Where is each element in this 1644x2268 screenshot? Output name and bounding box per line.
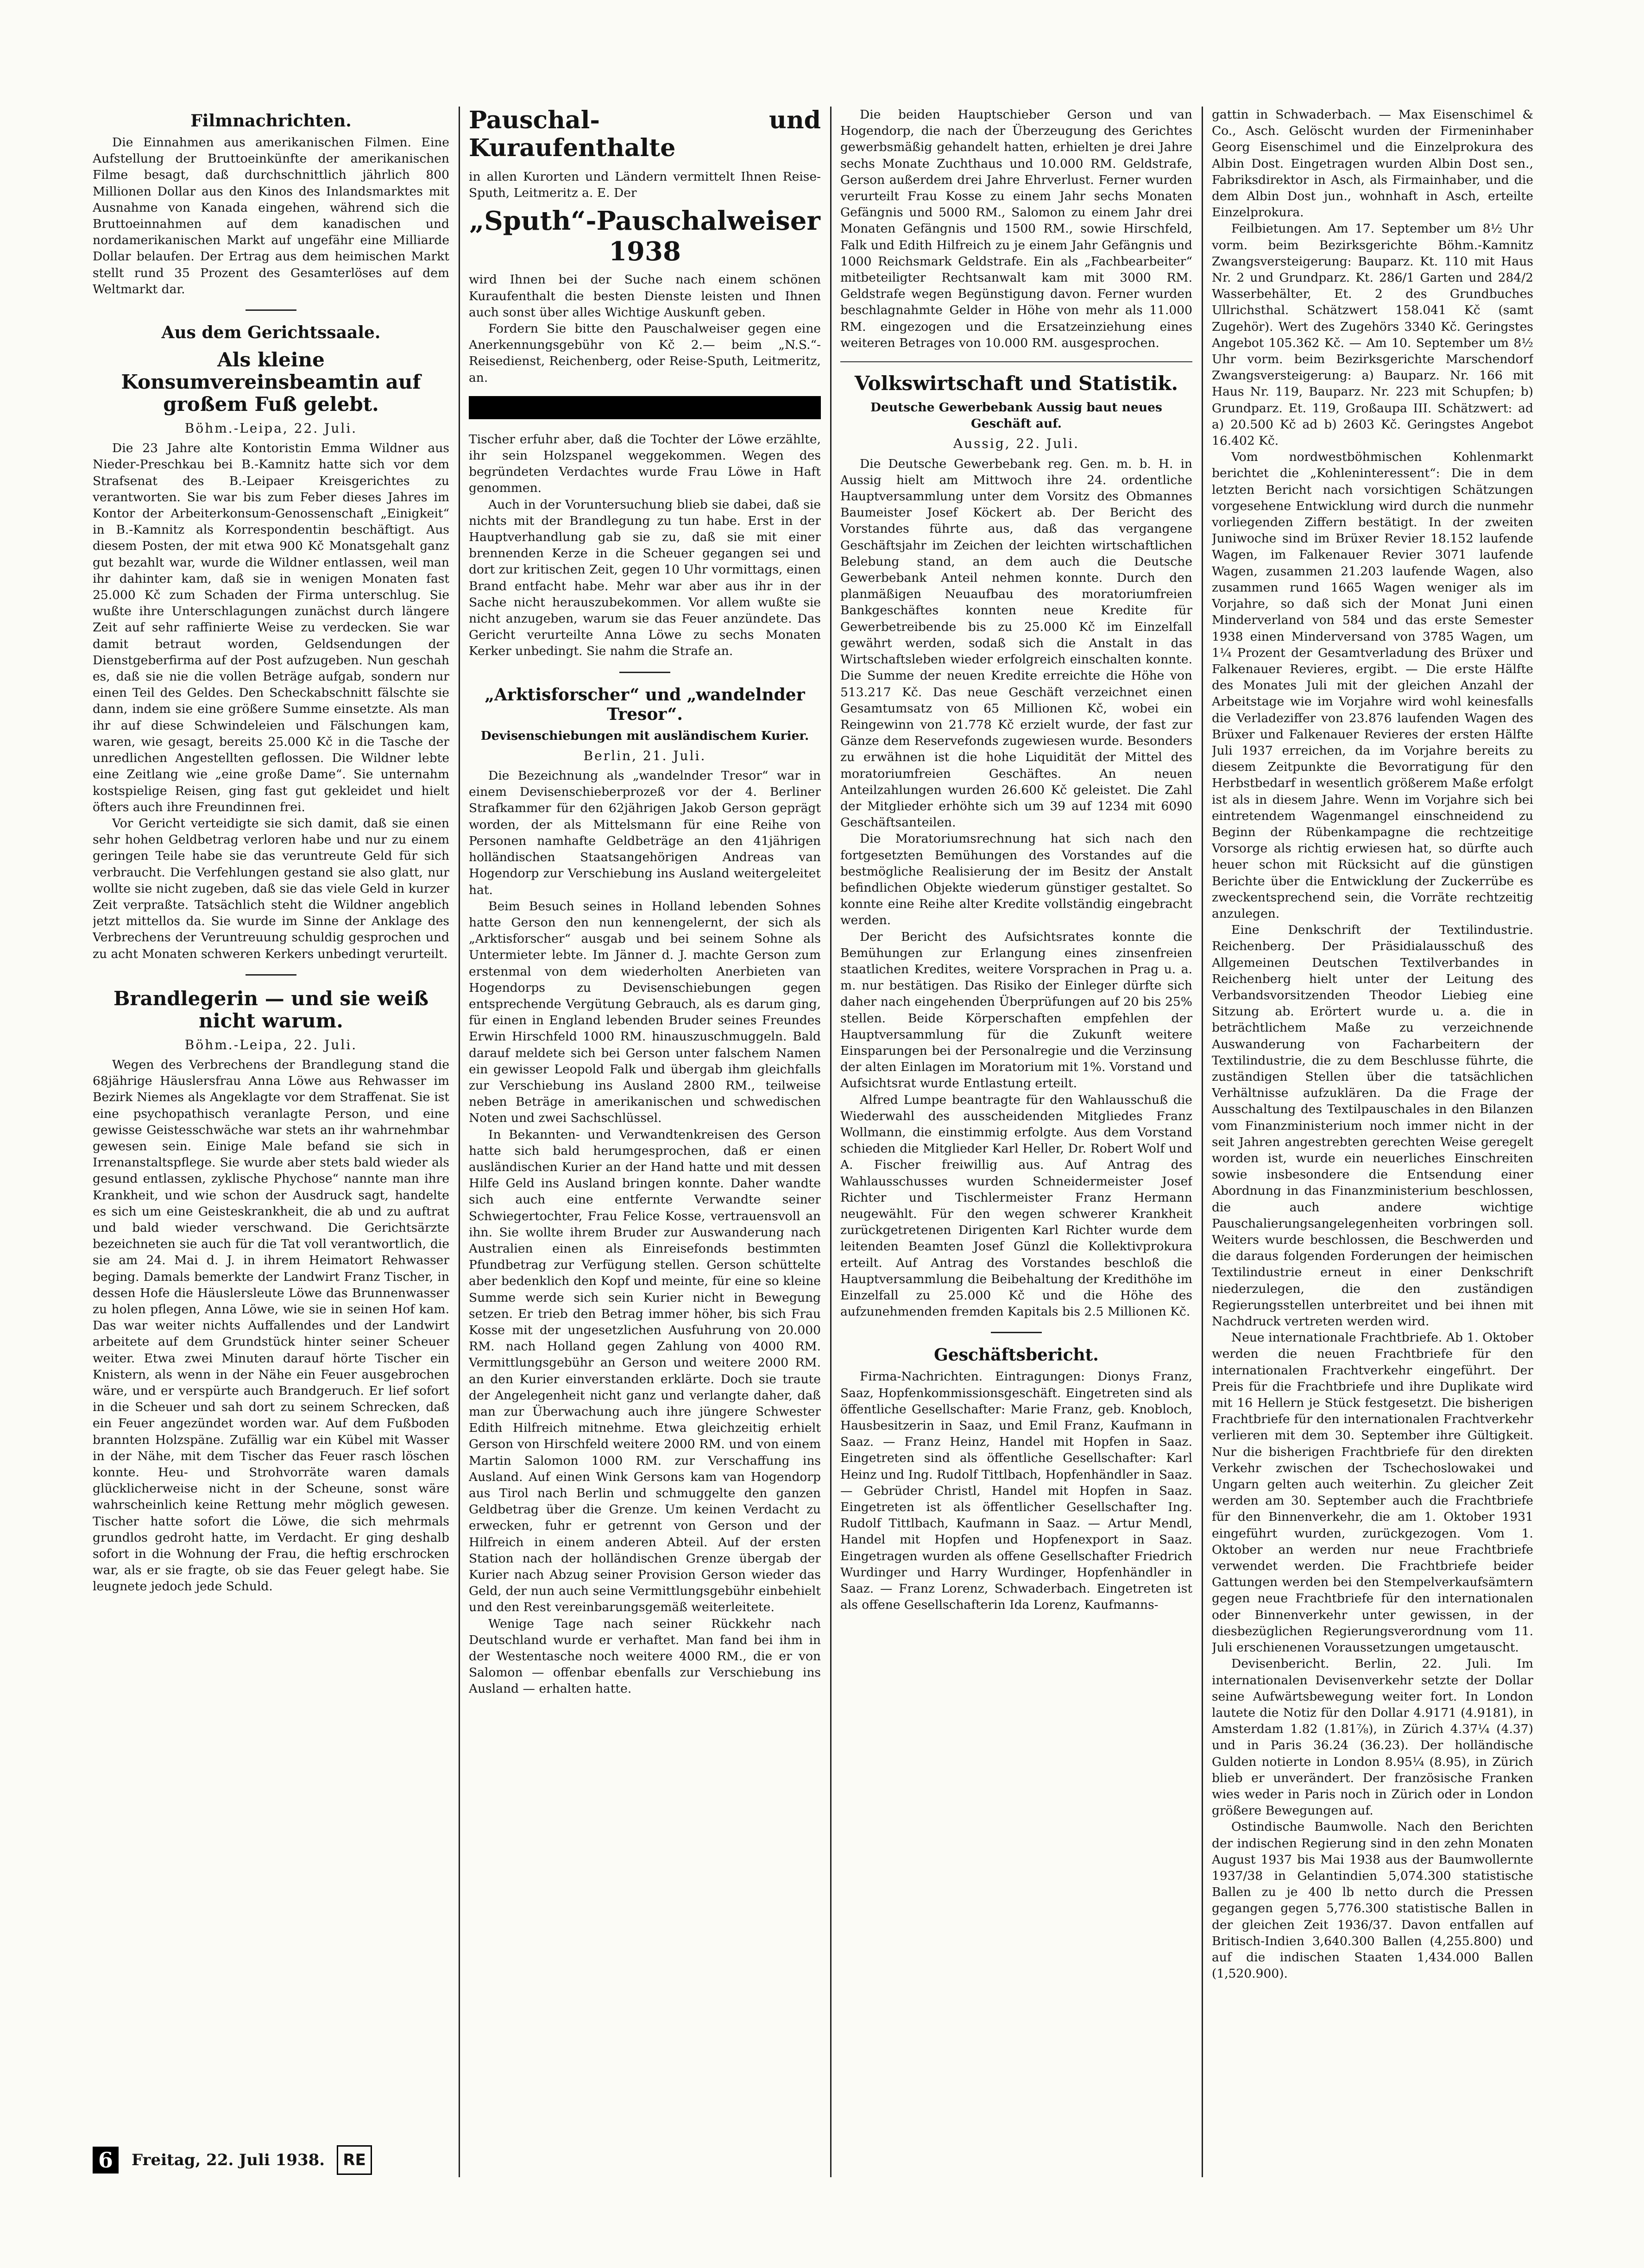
column-rule — [830, 107, 831, 2177]
divider — [991, 1332, 1042, 1333]
paragraph: In Bekannten- und Verwandtenkreisen des Gerson hatte sich bald herumgesprochen, daß er einen ausländischen Kurier an der Hand hatte und mit dessen Hilfe Geld ins Ausland bringen konnte. Daher wandte sich auch eine entfernte Verwandte seiner Schwiegertochter, Frau Felice Kosse, vertrauensvoll an ihn. Sie wollte ihrem Bruder zur Auswanderung nach Australien einen als Einreisefonds bestimmten Pfundbetrag zur Verfügung stellen. Gerson schüttelte aber bedenklich den Kopf und meinte, für eine so kleine Summe werde sich sein Kurier nicht in Bewegung setzen. Er trieb den Betrag immer höher, bis sich Frau Kosse mit der ungesetzlichen Ausfuhrung von 20.000 RM. nach Holland gegen Zahlung von 4000 RM. Vermittlungsgebühr an Gerson und weitere 2000 RM. an den Kurier einverstanden erklärte. Doch sie traute der Angelegenheit nicht ganz und verlangte daher, daß man zur Überwachung auch ihre jüngere Schwester Edith Hilfreich mitnehme. Etwa gleichzeitig erhielt Gerson von Hirschfeld weitere 2000 RM. und von einem Martin Salomon 1000 RM. zur Verschaffung ins Ausland. Auf einen Wink Gersons kam van Hogendorp aus Tirol nach Berlin und schmuggelte den ganzen Geldbetrag über die Grenze. Um keinen Verdacht zu erwecken, fuhr er getrennt von Gerson und der Hilfreich in einem anderen Abteil. Auf der ersten Station nach der holländischen Grenze übergab der Kurier nach Abzug seiner Provision Gerson wieder das Geld, der nun auch seine Vermittlungsgebühr einbehielt und den Rest vereinbarungsgemäß weiterleitete. — [469, 1127, 821, 1615]
paragraph: Devisenbericht. Berlin, 22. Juli. Im internationalen Devisenverkehr setzte der Dollar seine Aufwärtsbewegung weiter fort. In London lautete die Notiz für den Dollar 4.9171 (4.9181), in Amsterdam 1.82 (1.81⅞), in Zürich 4.37¼ (4.37) und in Paris 36.24 (36.23). Der holländische Gulden notierte in London 8.95¼ (8.95), in Zürich blieb er unverändert. Der französische Franken wies weder in Paris noch in Zürich oder in London größere Bewegungen auf. — [1212, 1657, 1533, 1818]
section-title-court: Aus dem Gerichtssaale. — [161, 323, 381, 343]
dateline: Aussig, 22. Juli. — [953, 436, 1080, 452]
paragraph: Ostindische Baumwolle. Nach den Berichten der indischen Regierung sind in den zehn Monaten August 1937 bis Mai 1938 aus der Baumwollernte 1937/38 in Gelantindien 5,074.300 statistische Ballen zu je 400 lb netto durch die Pressen gegangen gegen 5,776.300 statistische Ballen in der gleichen Zeit 1936/37. Davon entfallen auf Britisch-Indien 3,640.300 Ballen (4,255.800) und auf die indischen Staaten 1,434.000 Ballen (1,520.900). — [1212, 1820, 1533, 1981]
paragraph: Wegen des Verbrechens der Brandlegung stand die 68jährige Häuslersfrau Anna Löwe aus Rehwasser im Bezirk Niemes als Angeklagte vor dem Straffenat. Sie ist eine psychopathisch veranlagte Person, und eine gewisse Geistesschwäche war stets an ihr wahrnehmbar gewesen sein. Einige Male befand sie sich in Irrenanstaltspflege. Sie wurde aber stets bald wieder als gesund entlassen, zyklische Phychose“ nannte man ihre Krankheit, und wie schon der Ausdruck sagt, handelte es sich um eine Geisteskrankheit, die ab und zu auftrat und bald wieder verschwand. Die Gerichtsärzte bezeichneten sie auch für die Tat voll verantwortlich, die sie am 24. Mai d. J. in ihrem Heimatort Rehwasser beging. Damals bemerkte der Landwirt Franz Tischer, in dessen Hofe die Häuslersleute Löwe das Brunnenwasser zu holen pflegen, Anna Löwe, wie sie in seinen Hof kam. Das war weiter nichts Auffallendes und der Landwirt arbeitete auf dem Grundstück hinter seiner Scheuer weiter. Etwa zwei Minuten darauf hörte Tischer ein Knistern, als wenn in der Nähe ein Feuer ausgebrochen wäre, und er verspürte auch Brandgeruch. Er lief sofort in die Scheuer und sah dort zu seinem Schrecken, daß ein Feuer angezündet worden war. Auf dem Fußboden brannten Holzspäne. Zufällig war ein Kübel mit Wasser in der Nähe, mit dem Tischer das Feuer rasch löschen konnte. Heu- und Strohvorräte waren damals glücklicherweise nicht in der Scheune, sonst wäre wahrscheinlich keine Rettung mehr möglich gewesen. Tischer hatte sofort die Löwe, die sich mehrmals grundlos gedroht hatte, im Verdacht. Er ging deshalb sofort in die Wohnung der Frau, die heftig erschrocken war, als er sie fragte, ob sie das Feuer gelegt habe. Sie leugnete jedoch jede Schuld. — [93, 1057, 449, 1594]
headline-consumer-clerk: Als kleine Konsumvereinsbeamtin auf großem Fuß gelebt. — [121, 348, 421, 416]
paragraph: Die beiden Hauptschieber Gerson und van Hogendorp, die nach der Überzeugung des Gerichtes gewerbsmäßig gehandelt hatten, erhielten je drei Jahre sechs Monate Zuchthaus und 10.000 RM. Geldstrafe, Gerson außerdem drei Jahre Ehrverlust. Ferner wurden verurteilt Frau Kosse zu einem Jahr sechs Monaten Gefängnis und 5000 RM., Salomon zu einem Jahr drei Monaten Gefängnis und 1500 RM., sowie Hirschfeld, Falk und Edith Hilfreich zu je einem Jahr Gefängnis und 1000 Reichsmark Geldstrafe. Ein als „Fachbearbeiter“ mitbeteiligter Rechtsanwalt kam mit 3000 RM. Geldstrafe wegen Begünstigung davon. Ferner wurden beschlagnahmte Gelder in Höhe von mehr als 11.000 RM. eingezogen und die Ersatzeinziehung eines weiteren Betrages von 10.000 RM. ausgesprochen. — [840, 107, 1192, 350]
column-1 — [93, 107, 449, 2089]
column-rule — [459, 107, 460, 2177]
divider — [246, 309, 296, 311]
paragraph: Die 23 Jahre alte Kontoristin Emma Wildner aus Nieder-Preschkau bei B.-Kamnitz hatte sich vor dem Strafsenat des B.-Leipaer Kreisgerichtes zu verantworten. Sie war bis zum Feber dieses Jahres im Kontor der Arbeiterkonsum-Genossenschaft „Einigkeit“ in B.-Kamnitz als Korrespondentin beschäftigt. Aus diesem Posten, der mit etwa 900 Kč Monatsgehalt ganz gut bezahlt war, wurde die Wildner entlassen, weil man ihr dahinter kam, daß sie in wenigen Monaten fast 25.000 Kč zum Schaden der Firma unterschlug. Sie wußte ihre Unterschlagungen zunächst durch längere Zeit auf sehr raffinierte Weise zu verdecken. Sie war damit betraut worden, Geldsendungen der Dienstgeberfirma auf der Post aufzugeben. Nun geschah es, daß sie nie die vollen Beträge aufgab, sondern nur einen Teil des Geldes. Den Scheckabschnitt fälschte sie dann, indem sie eine größere Summe einsetzte. Als man ihr auf diese Schwindeleien und Fälschungen kam, waren, wie gesagt, bereits 25.000 Kč in die Tasche der unredlichen Angestellten geflossen. Die Wildner lebte eine Zeitlang wie „eine große Dame“. Sie unternahm kostspielige Reisen, ging fast gut gekleidet und hielt öfters auch ihre Freundinnen frei. — [93, 441, 449, 814]
ad-black-bar — [469, 396, 821, 419]
ad-text: in allen Kurorten und Ländern vermittelt Ihnen Reise-Sputh, Leitmeritz a. E. Der — [469, 170, 821, 201]
paragraph: Die Moratoriumsrechnung hat sich nach den fortgesetzten Bemühungen des Vorstandes auf die bestmögliche Realisierung der im Besitz der Anstalt befindlichen Objekte wiederum günstiger gestaltet. So konnte eine Reihe alter Kredite vollständig eingebracht werden. — [840, 832, 1192, 928]
subheadline: Deutsche Gewerbebank Aussig baut neues Geschäft auf. — [870, 400, 1162, 431]
dateline: Böhm.-Leipa, 22. Juli. — [184, 421, 358, 436]
column-2 — [469, 107, 821, 2089]
publisher-logo: RE — [337, 2145, 372, 2175]
ad-text: wird Ihnen bei der Suche nach einem schönen Kuraufenthalt die besten Dienste leisten und Ihnen auch sonst über alles Wichtige Auskunft geben. — [469, 272, 821, 320]
paragraph: Neue internationale Frachtbriefe. Ab 1. Oktober werden die neuen Frachtbriefe für den internationalen Frachtverkehr eingeführt. Der Preis für die Frachtbriefe und ihre Duplikate wird mit 16 Hellern je Stück festgesetzt. Die bisherigen Frachtbriefe für den internationalen Frachtverkehr verlieren mit dem 30. September ihre Gültigkeit. Nur die bisherigen Frachtbriefe für den direkten Verkehr zwischen der Tschechoslowakei und Ungarn gelten auch weiterhin. Zu gleicher Zeit werden am 30. September auch die Frachtbriefe für den Binnenverkehr, die am 1. Oktober 1931 eingeführt wurden, zurückgezogen. Vom 1. Oktober an werden nur neue Frachtbriefe verwendet werden. Die Frachtbriefe beider Gattungen werden bei den Stempelverkaufsämtern gegen neue Frachtbriefe für den internationalen oder Binnenverkehr unter gewissen, in der diesbezüglichen Regierungsverordnung vom 11. Juli erschienenen Voraussetzungen umgetauscht. — [1212, 1330, 1533, 1655]
ad-title: Pauschal- und Kuraufenthalte — [469, 107, 821, 162]
section-title-economy: Volkswirtschaft und Statistik. — [854, 372, 1178, 395]
subheadline: Devisenschiebungen mit ausländischem Kurier. — [480, 728, 809, 743]
ad-text: Fordern Sie bitte den Pauschalweiser gegen eine Anerkennungsgebühr von Kč 2.— beim „N.S.“-Reisedienst, Reichenberg, oder Reise-Sputh, Leitmeritz, an. — [469, 321, 821, 385]
paragraph: Feilbietungen. Am 17. September um 8½ Uhr vorm. beim Bezirksgerichte Böhm.-Kamnitz Zwangsversteigerung: Bauparz. Kt. 110 mit Haus Nr. 2 und Grundparz. Kt. 286/1 Garten und 284/2 Wasserbehälter, Et. 2 des Grundbuches Ullrichsthal. Schätzwert 158.041 Kč (samt Zugehör). Wert des Zugehörs 3340 Kč. Geringstes Angebot 105.362 Kč. — Am 10. September um 8½ Uhr vorm. beim Bezirksgerichte Marschendorf Zwangsversteigerung: a) Bauparz. Nr. 166 mit Haus Nr. 119, Bauparz. Nr. 223 mit Schupfen; b) Grundparz. Et. 119, Großaupa III. Schätzwert: ad a) 20.500 Kč ad b) 2603 Kč. Geringstes Angebot 16.402 Kč. — [1212, 221, 1533, 448]
paragraph: gattin in Schwaderbach. — Max Eisenschimel & Co., Asch. Gelöscht wurden der Firmeninhaber Georg Eisenschimel und die Einzelprokura des Albin Dost. Eingetragen wurden Albin Dost sen., Fabriksdirektor in Asch, als Firmainhaber, und die dem Albin Dost jun., wohnhaft in Asch, erteilte Einzelprokura. — [1212, 107, 1533, 220]
headline-arsonist: Brandlegerin — und sie weiß nicht warum. — [113, 987, 429, 1032]
paragraph: Eine Denkschrift der Textilindustrie. Reichenberg. Der Präsidialausschuß des Allgemeinen Deutschen Textilverbandes in Reichenberg hielt unter der Leitung des Verbandsvorsitzenden Theodor Liebieg eine Sitzung ab. Erörtert wurde u. a. die in beträchtlichem Maße zu verzeichnende Auswanderung von Facharbeitern der Textilindustrie, die zu dem Beschlusse führte, die zuständigen Stellen über die tatsächlichen Verhältnisse aufzuklären. Da die Frage der Ausschaltung des Textilpauschales in den Bilanzen vom Finanzministerium noch immer nicht in der seit Jahren angestrebten gerechten Weise geregelt worden ist, wurde ein neuerliches Einschreiten sowie insbesondere die Entsendung einer Abordnung in das Finanzministerium beschlossen, die auch andere wichtige Pauschalierungsangelegenheiten vorbringen soll. Weiters wurde beschlossen, die Beschwerden und die daraus folgenden Forderungen der heimischen Textilindustrie erneut in einer Denkschrift niederzulegen, die den zuständigen Regierungsstellen unterbreitet und bei ihnen mit Nachdruck vertreten werden wird. — [1212, 923, 1533, 1329]
paragraph: Beim Besuch seines in Holland lebenden Sohnes hatte Gerson den nun kennengelernt, der sich als „Arktisforscher“ ausgab und bei seinem Sohne als Untermieter lebte. Im Jänner d. J. machte Gerson zum erstenmal von dem wiederholten Anerbieten van Hogendorps zu Devisenschiebungen gegen entsprechende Vergütung Gebrauch, als es darum ging, für einen in England lebenden Bruder seines Freundes Erwin Hirschfeld 1000 RM. hinauszuschmuggeln. Bald darauf meldete sich bei Gerson unter falschem Namen ein gewisser Leopold Falk und übergab ihm gleichfalls zur Verschiebung ins Ausland 2800 RM., teilweise neben Beträge in amerikanischen und schwedischen Noten und zwei Sachschlüssel. — [469, 899, 821, 1126]
paragraph: Die Deutsche Gewerbebank reg. Gen. m. b. H. in Aussig hielt am Mittwoch ihre 24. ordentliche Hauptversammlung unter dem Vorsitz des Obmannes Baumeister Josef Köckert ab. Der Bericht des Vorstandes führte aus, daß das vergangene Geschäftsjahr im Zeichen der leichten wirtschaftlichen Belebung stand, an dem auch die Deutsche Gewerbebank Anteil nehmen konnte. Durch den planmäßigen Neuaufbau des moratoriumfreien Bankgeschäftes konnten neue Kredite für Gewerbetreibende bis zu 25.000 Kč im Einzelfall gewährt werden, sodaß sich die Anstalt in das Wirtschaftsleben wieder erfolgreich einschalten konnte. Die Summe der neuen Kredite erreichte die Höhe von 513.217 Kč. Das neue Geschäft verzeichnet einen Gesamtumsatz von 65 Millionen Kč, wobei ein Reingewinn von 21.778 Kč erzielt wurde, der fast zur Gänze dem Reservefonds zugewiesen wurde. Besonders zu erwähnen ist die hohe Liquidität der Mittel des moratoriumfreien Geschäftes. An neuen Anteilzahlungen wurden 26.600 Kč geleistet. Die Zahl der Mitglieder erhöhte sich um 39 auf 1234 mit 6090 Geschäftsanteilen. — [840, 456, 1192, 830]
newspaper-page — [93, 107, 1533, 2177]
paragraph: Der Bericht des Aufsichtsrates konnte die Bemühungen zur Erlangung eines zinsenfreien staatlichen Kredites, weitere Vorsprachen in Prag u. a. m. nur bestätigen. Das Risiko der Einleger dürfte sich daher nach eingehenden Überprüfungen auf 20 bis 25% stellen. Beide Körperschaften empfehlen der Hauptversammlung für die Zukunft weitere Einsparungen bei der Personalregie und die Verzinsung der alten Einlagen im Moratorium mit 1%. Vorstand und Aufsichtsrat wurde Entlastung erteilt. — [840, 929, 1192, 1091]
column-rule — [1202, 107, 1203, 2177]
paragraph: Wenige Tage nach seiner Rückkehr nach Deutschland wurde er verhaftet. Man fand bei ihm in der Westentasche noch weitere 4000 RM., die er von Salomon — offenbar ebenfalls zur Verschiebung ins Ausland — erhalten hatte. — [469, 1616, 821, 1696]
paragraph: Vom nordwestböhmischen Kohlenmarkt berichtet die „Kohleninteressent“: Die in dem letzten Bericht nach vorsichtigen Schätzungen vorgesehene Entwicklung wird durch die nunmehr vorliegenden Ziffern bestätigt. In der zweiten Juniwoche sind im Brüxer Revier 18.152 laufende Wagen, im Falkenauer Revier 3071 laufende Wagen, zusammen 21.203 laufende Wagen, also zusammen rund 1665 Wagen weniger als im Vorjahre, so daß sich der Monat Juni einen Minderverland von 584 und das erste Semester 1938 einen Minderversand von 3785 Wagen, um 1¼ Prozent der Gesamtverladung des Brüxer und Falkenauer Revieres, ergibt. — Die erste Hälfte des Monates Juli mit der gleichen Anzahl der Arbeitstage wie im Vorjahre wird wohl keinesfalls die Verladeziffer von 23.876 laufenden Wagen des Brüxer und Falkenauer Revieres der ersten Hälfte Juli 1937 erreichen, da im Vorjahre bereits zu diesem Zeitpunkte die Bevorratigung für den Herbstbedarf in wesentlich größerem Maße erfolgt ist als in diesem Jahre. Wenn im Vorjahre sich bei eintretendem Wagenmangel einschneidend zu Beginn der Rübenkampagne die rechtzeitige Vorsorge als richtig erwiesen hat, so dürfte auch heuer schon mit Rücksicht auf die günstigen Berichte über die Entwicklung der Zuckerrübe es zweckentsprechend sein, die Vorräte rechtzeitig anzulegen. — [1212, 450, 1533, 921]
ad-headline: „Sputh“-Pauschalweiser 1938 — [469, 206, 820, 267]
headline-arctic-explorer: „Arktisforscher“ und „wandelnder Tresor“. — [485, 685, 805, 724]
divider — [619, 672, 670, 673]
dateline: Berlin, 21. Juli. — [583, 748, 706, 763]
dateline: Böhm.-Leipa, 22. Juli. — [184, 1037, 358, 1052]
page-footer — [93, 2145, 372, 2175]
column-4 — [1212, 107, 1533, 2089]
paragraph: Firma-Nachrichten. Eintragungen: Dionys Franz, Saaz, Hopfenkommissionsgeschäft. Eingetreten sind als öffentliche Gesellschafter: Marie Franz, geb. Knobloch, Hausbesitzerin in Saaz, und Emil Franz, Kaufmann in Saaz. — Franz Heinz, Handel mit Hopfen in Saaz. Eingetreten sind als öffentliche Gesellschafter: Karl Heinz und Ing. Rudolf Tittlbach, Hopfenhändler in Saaz. — Gebrüder Christl, Handel mit Hopfen in Saaz. Eingetreten ist als öffentlicher Gesellschafter Ing. Rudolf Tittlbach, Kaufmann in Saaz. — Artur Mendl, Handel mit Hopfen und Hopfenexport in Saaz. Eingetragen wurden als offene Gesellschafter Friedrich Wurdinger und Harry Wurdinger, Hopfenhändler in Saaz. — Franz Lorenz, Schwaderbach. Eingetreten ist als offene Gesellschafterin Ida Lorenz, Kaufmanns- — [840, 1369, 1192, 1613]
footer-date: Freitag, 22. Juli 1938. — [132, 2151, 325, 2169]
divider — [246, 974, 296, 976]
paragraph: Die Einnahmen aus amerikanischen Filmen. Eine Aufstellung der Bruttoeinkünfte der amerikanischen Filme besagt, daß durchschnittlich jährlich 800 Millionen Dollar aus den Kinos des Inlandsmarktes mit Ausnahme von Kanada eingehen, während sich die Bruttoeinnahmen auf dem kanadischen und nordamerikanischen Markt auf ungefähr eine Milliarde Dollar belaufen. Der Ertrag aus dem heimischen Markt stellt rund 35 Prozent des Gesamterlöses auf dem Weltmarkt dar. — [93, 135, 449, 296]
page-number: 6 — [93, 2147, 119, 2174]
column-3 — [840, 107, 1192, 2089]
paragraph: Tischer erfuhr aber, daß die Tochter der Löwe erzählte, ihr sein Holzspanel weggekommen. Wegen des begründeten Verdachtes wurde Frau Löwe in Haft genommen. — [469, 432, 821, 496]
paragraph: Auch in der Voruntersuchung blieb sie dabei, daß sie nichts mit der Brandlegung zu tun habe. Erst in der Hauptverhandlung gab sie zu, daß sie mit einer brennenden Kerze in die Scheuer gegangen sei und dort zur kritischen Zeit, gegen 10 Uhr vormittags, einen Brand entfacht habe. Mehr war aber aus ihr in der Sache nicht herauszubekommen. Vor allem wußte sie nicht anzugeben, warum sie das Feuer anzündete. Das Gericht verurteilte Anna Löwe zu sechs Monaten Kerker unbedingt. Sie nahm die Strafe an. — [469, 497, 821, 659]
paragraph: Alfred Lumpe beantragte für den Wahlausschuß die Wiederwahl des ausscheidenden Mitgliedes Franz Wollmann, die einstimmig erfolgte. Aus dem Vorstand schieden die Mitglieder Karl Heller, Dr. Robert Wolf und A. Fischer freiwillig aus. Auf Antrag des Wahlausschusses wurden Schneidermeister Josef Richter und Tischlermeister Franz Hermann neugewählt. Für den wegen schwerer Krankheit zurückgetretenen Dirigenten Karl Richter wurde dem leitenden Beamten Josef Günzl die Kollektivprokura erteilt. Auf Antrag des Vorstandes beschloß die Hauptversammlung die Beibehaltung der Kredithöhe im Einzelfall zu 25.000 Kč und die Höhe des aufzunehmenden fremden Kapitals bis 2.5 Millionen Kč. — [840, 1092, 1192, 1319]
paragraph: Die Bezeichnung als „wandelnder Tresor“ war in einem Devisenschieberprozeß vor der 4. Berliner Strafkammer für den 62jährigen Jakob Gerson geprägt worden, der als Mittelsmann für eine Reihe von Personen namhafte Geldbeträge an den 41jährigen holländischen Staatsangehörigen Andreas van Hogendorp zur Verschiebung ins Ausland weitergeleitet hat. — [469, 769, 821, 897]
section-title-business-report: Geschäftsbericht. — [934, 1345, 1099, 1365]
section-title-film-news: Filmnachrichten. — [190, 111, 352, 131]
divider — [840, 361, 1192, 362]
paragraph: Vor Gericht verteidigte sie sich damit, daß sie einen sehr hohen Geldbetrag verloren habe und nur zu einem geringen Teile habe sie das veruntreute Geld für sich verbraucht. Die Verfehlungen gestand sie also glatt, nur wollte sie nicht zugeben, daß sie das viele Geld in kurzer Zeit verpraßte. Tatsächlich steht die Wildner angeblich jetzt mittellos da. Sie wurde im Sinne der Anklage des Verbrechens der Veruntreuung schuldig gesprochen und zu acht Monaten schweren Kerkers unbedingt verurteilt. — [93, 816, 449, 961]
